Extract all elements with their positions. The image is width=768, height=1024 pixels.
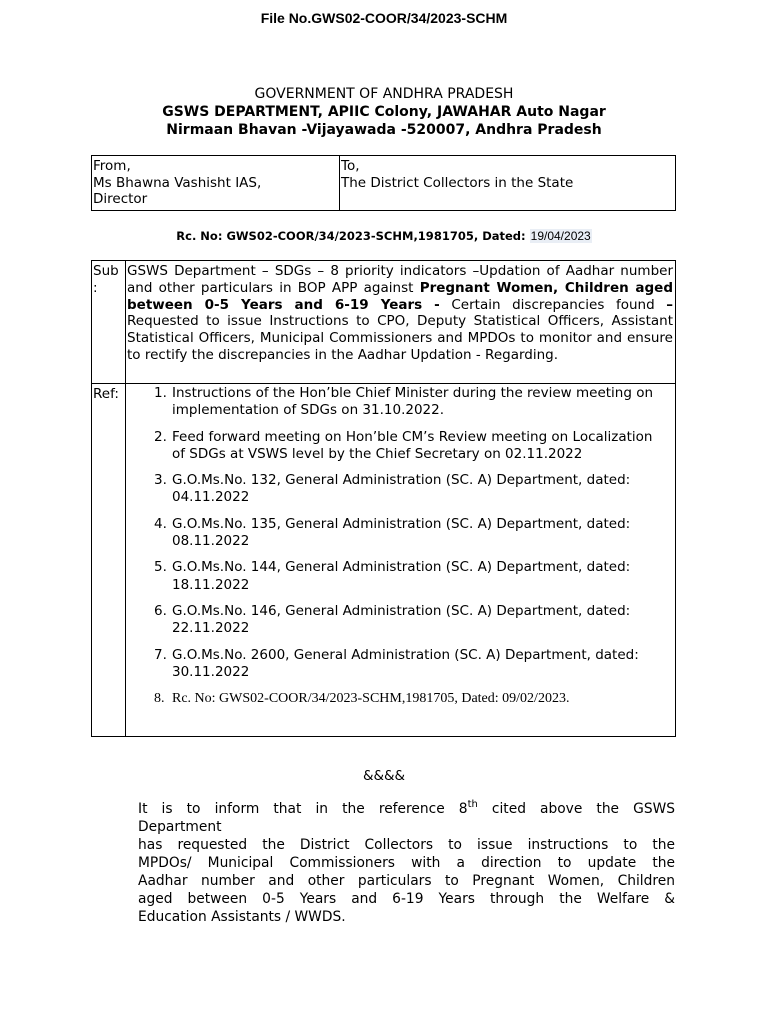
department-address-line: GSWS DEPARTMENT, APIIC Colony, JAWAHAR Auto Nagar: [162, 104, 606, 120]
list-item: 3. G.O.Ms.No. 132, General Administration (SC. A) Department, dated: 04.11.2022: [154, 472, 631, 506]
rc-label: Rc. No: GWS02-COOR/34/2023-SCHM,1981705, Dated:: [176, 229, 526, 243]
list-item: 6. G.O.Ms.No. 146, General Administration (SC. A) Department, dated: 22.11.2022: [154, 602, 631, 637]
subject-reference-table: [91, 260, 676, 737]
list-item: 8. Rc. No: GWS02-COOR/34/2023-SCHM,1981705, Dated: 09/02/2023.: [154, 691, 570, 707]
reference-label: Ref:: [92, 384, 126, 736]
subject-text: GSWS Department – SDGs – 8 priority indicators –Updation of Aadhar number and other particulars in BOP APP against Pregnant Women, Children aged between 0-5 Years and 6-19 Years - Certain discrepancies found – Requested to issue Instructions to CPO, Deputy Statistical Officers, Assistant Statistical Officers, Municipal Commissioners and MPDOs to monitor and ensure to rectify the discrepancies in the Aadhar Updation - Regarding.: [127, 263, 673, 363]
reference-row: [92, 384, 675, 736]
from-cell: [92, 156, 340, 210]
file-number: File No.GWS02-COOR/34/2023-SCHM: [260, 10, 508, 26]
list-item: 7. G.O.Ms.No. 2600, General Administration (SC. A) Department, dated: 30.11.2022: [154, 646, 639, 680]
subject-label: Sub :: [92, 261, 126, 383]
list-item: 4. G.O.Ms.No. 135, General Administration (SC. A) Department, dated: 08.11.2022: [154, 515, 631, 550]
from-name: Ms Bhawna Vashisht IAS,: [93, 174, 262, 191]
to-name: The District Collectors in the State: [341, 174, 574, 191]
body-line-1: It is to inform that in the reference 8th cited above the GSWS: [138, 799, 675, 817]
reference-list: [127, 385, 673, 716]
body-line-7: Education Assistants / WWDS.: [138, 909, 346, 925]
letterhead: [0, 85, 768, 139]
from-label: From,: [93, 158, 131, 174]
reference-number-line: [0, 229, 768, 243]
body-line-4: MPDOs/ Municipal Commissioners with a direction to update the: [138, 855, 675, 871]
body-paragraph: [138, 800, 675, 926]
list-item: 5. G.O.Ms.No. 144, General Administration (SC. A) Department, dated: 18.11.2022: [154, 559, 631, 593]
government-title: GOVERNMENT OF ANDHRA PRADESH: [254, 86, 514, 102]
list-item: 1. Instructions of the Hon’ble Chief Minister during the review meeting on implementation of SDGs on 31.10.2022.: [154, 385, 654, 419]
body-line-6: aged between 0-5 Years and 6-19 Years through the Welfare &: [138, 891, 675, 907]
section-separator: &&&&: [362, 768, 406, 784]
to-cell: [340, 156, 675, 210]
list-item: 2. Feed forward meeting on Hon’ble CM’s Review meeting on Localization of SDGs at VSWS level by the Chief Secretary on 02.11.2022: [154, 428, 653, 462]
body-line-5: Aadhar number and other particulars to Pregnant Women, Children: [138, 873, 675, 889]
to-label: To,: [341, 158, 360, 174]
city-address-line: Nirmaan Bhavan -Vijayawada -520007, Andhra Pradesh: [166, 122, 602, 138]
rc-date: 19/04/2023: [530, 229, 591, 243]
from-to-table: [91, 155, 676, 211]
from-title: Director: [93, 191, 148, 207]
body-line-3: has requested the District Collectors to issue instructions to the: [138, 837, 675, 853]
body-line-2: Department: [138, 819, 222, 835]
subject-row: [92, 261, 675, 384]
